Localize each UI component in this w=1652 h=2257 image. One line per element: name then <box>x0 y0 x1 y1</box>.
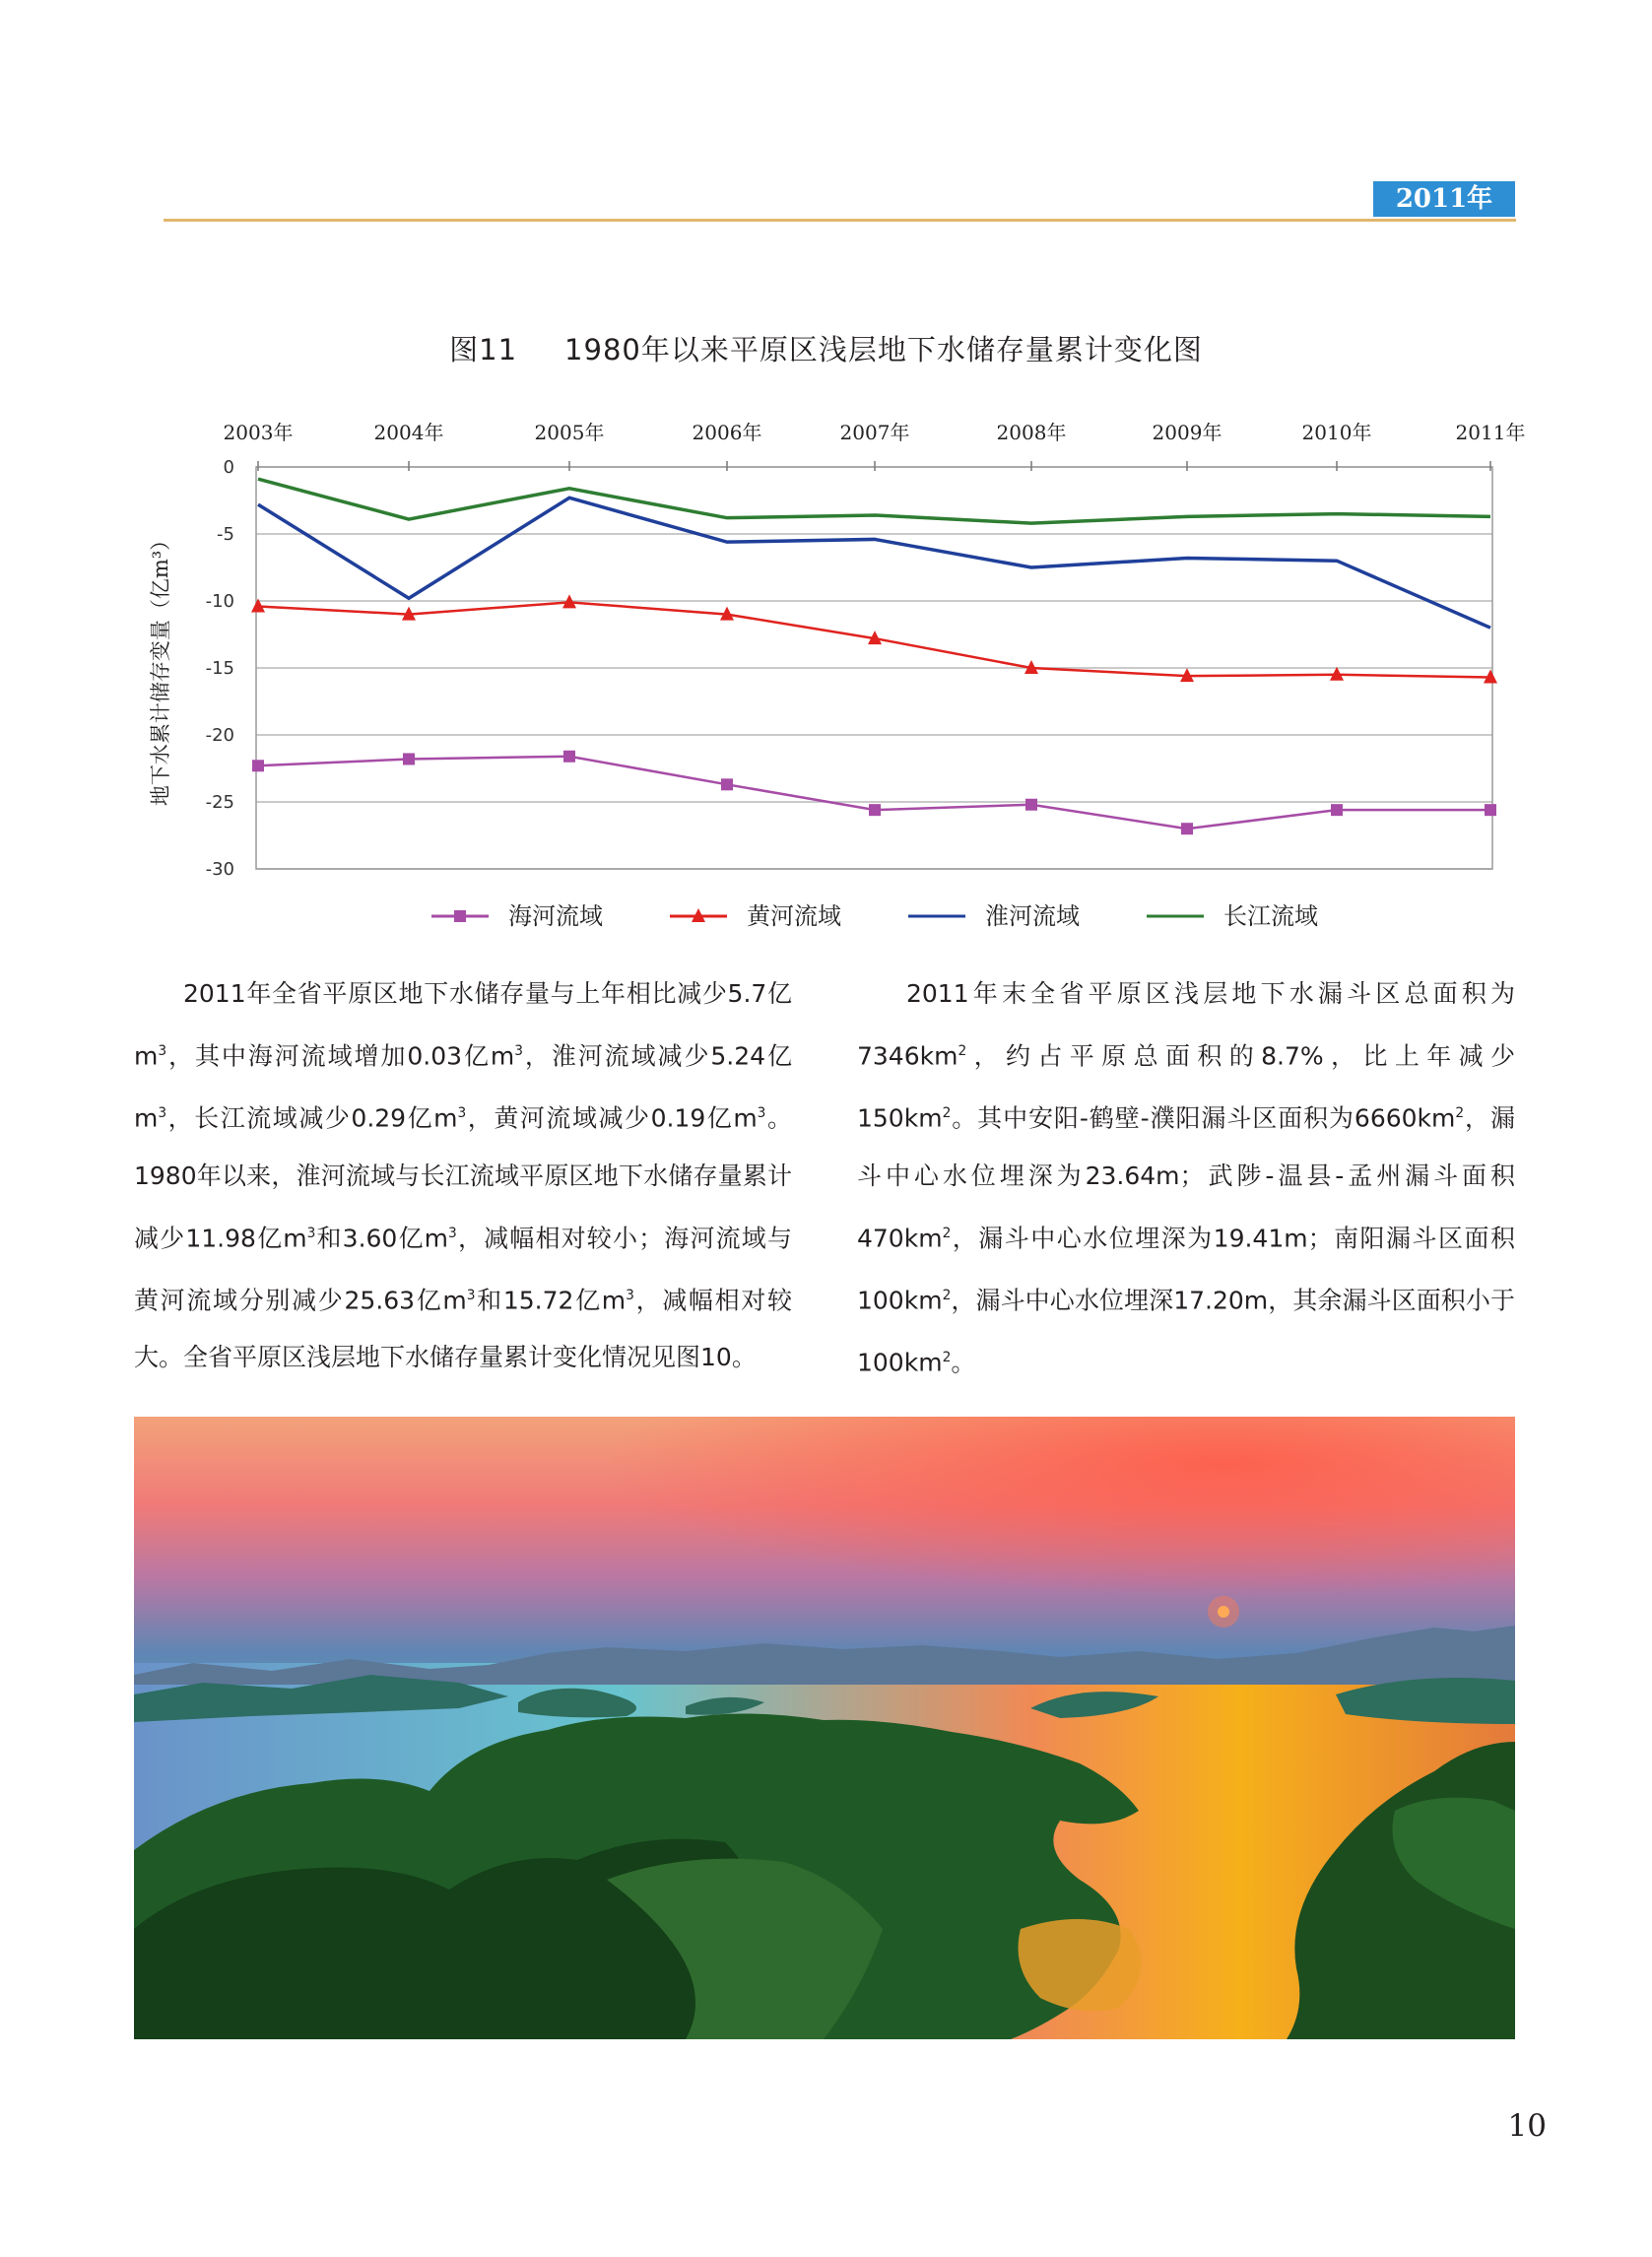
paragraph: 2011年末全省平原区浅层地下水漏斗区总面积为$7346km^2$，约占平原总面积的8.7%，比上年减少$150km^2$。其中安阳-鹤壁-濮阳漏斗区面积为$6660km^2$，漏斗中心水位埋深为23.64m；武陟-温县-孟州漏斗面积$470km^2$，漏斗中心水位埋深为19.41m；南阳漏斗区面积$100km^2$，漏斗中心水位埋深17.20m，其余漏斗区面积小于$100km^2$。 <box>857 979 1515 1377</box>
y-tick-label: -5 <box>217 524 234 545</box>
legend-label: 黄河流域 <box>747 902 841 930</box>
series-line <box>258 757 1490 829</box>
data-point <box>721 778 733 790</box>
x-tick-label: 2004年 <box>373 421 444 444</box>
figure-caption: 1980年以来平原区浅层地下水储存量累计变化图 <box>564 333 1203 366</box>
y-tick-label: -30 <box>205 859 234 880</box>
data-point <box>1181 823 1193 834</box>
x-tick-label: 2003年 <box>223 421 294 444</box>
y-tick-label: -20 <box>205 725 234 746</box>
data-point <box>1331 804 1343 816</box>
y-tick-label: -10 <box>205 591 234 612</box>
x-tick-label: 2005年 <box>534 421 605 444</box>
series-line <box>258 479 1490 523</box>
header-rule <box>164 219 1516 222</box>
data-point <box>1025 799 1037 811</box>
figure-title <box>0 328 1652 368</box>
y-axis-label: 地下水累计储存变量（亿m³） <box>149 529 172 807</box>
legend-label: 长江流域 <box>1223 902 1318 930</box>
text-column-right <box>857 965 1515 1392</box>
y-tick-label: -15 <box>205 658 234 679</box>
legend-marker <box>454 910 466 922</box>
y-tick-label: -25 <box>205 792 234 813</box>
x-tick-label: 2011年 <box>1455 421 1526 444</box>
page-number: 10 <box>1507 2108 1547 2144</box>
x-tick-label: 2009年 <box>1152 421 1222 444</box>
x-tick-label: 2007年 <box>839 421 910 444</box>
legend-label: 海河流域 <box>508 902 603 930</box>
x-tick-label: 2006年 <box>692 421 762 444</box>
paragraph: 2011年全省平原区地下水储存量与上年相比减少5.7亿$m^3$，其中海河流域增加0.03亿$m^3$，淮河流域减少5.24亿$m^3$，长江流域减少0.29亿$m^3$，黄河流域减少0.19亿$m^3$。1980年以来，淮河流域与长江流域平原区地下水储存量累计减少11.98亿$m^3$和3.60亿$m^3$，减幅相对较小；海河流域与黄河流域分别减少25.63亿$m^3$和15.72亿$m^3$，减幅相对较大。全省平原区浅层地下水储存量累计变化情况见图10。 <box>134 979 792 1372</box>
landscape-photo <box>134 1417 1515 2039</box>
x-tick-label: 2008年 <box>996 421 1067 444</box>
text-column-left <box>134 965 792 1386</box>
series-line <box>258 498 1490 628</box>
data-point <box>869 804 881 816</box>
x-tick-label: 2010年 <box>1301 421 1372 444</box>
legend-label: 淮河流域 <box>985 902 1080 930</box>
data-point <box>1485 804 1496 816</box>
y-tick-label: 0 <box>223 457 234 478</box>
figure-number: 图11 <box>449 333 518 366</box>
data-point <box>563 751 575 763</box>
data-point <box>403 753 415 764</box>
data-point <box>252 760 264 771</box>
chart <box>0 394 1652 946</box>
year-tab: 2011年 <box>1373 181 1515 217</box>
